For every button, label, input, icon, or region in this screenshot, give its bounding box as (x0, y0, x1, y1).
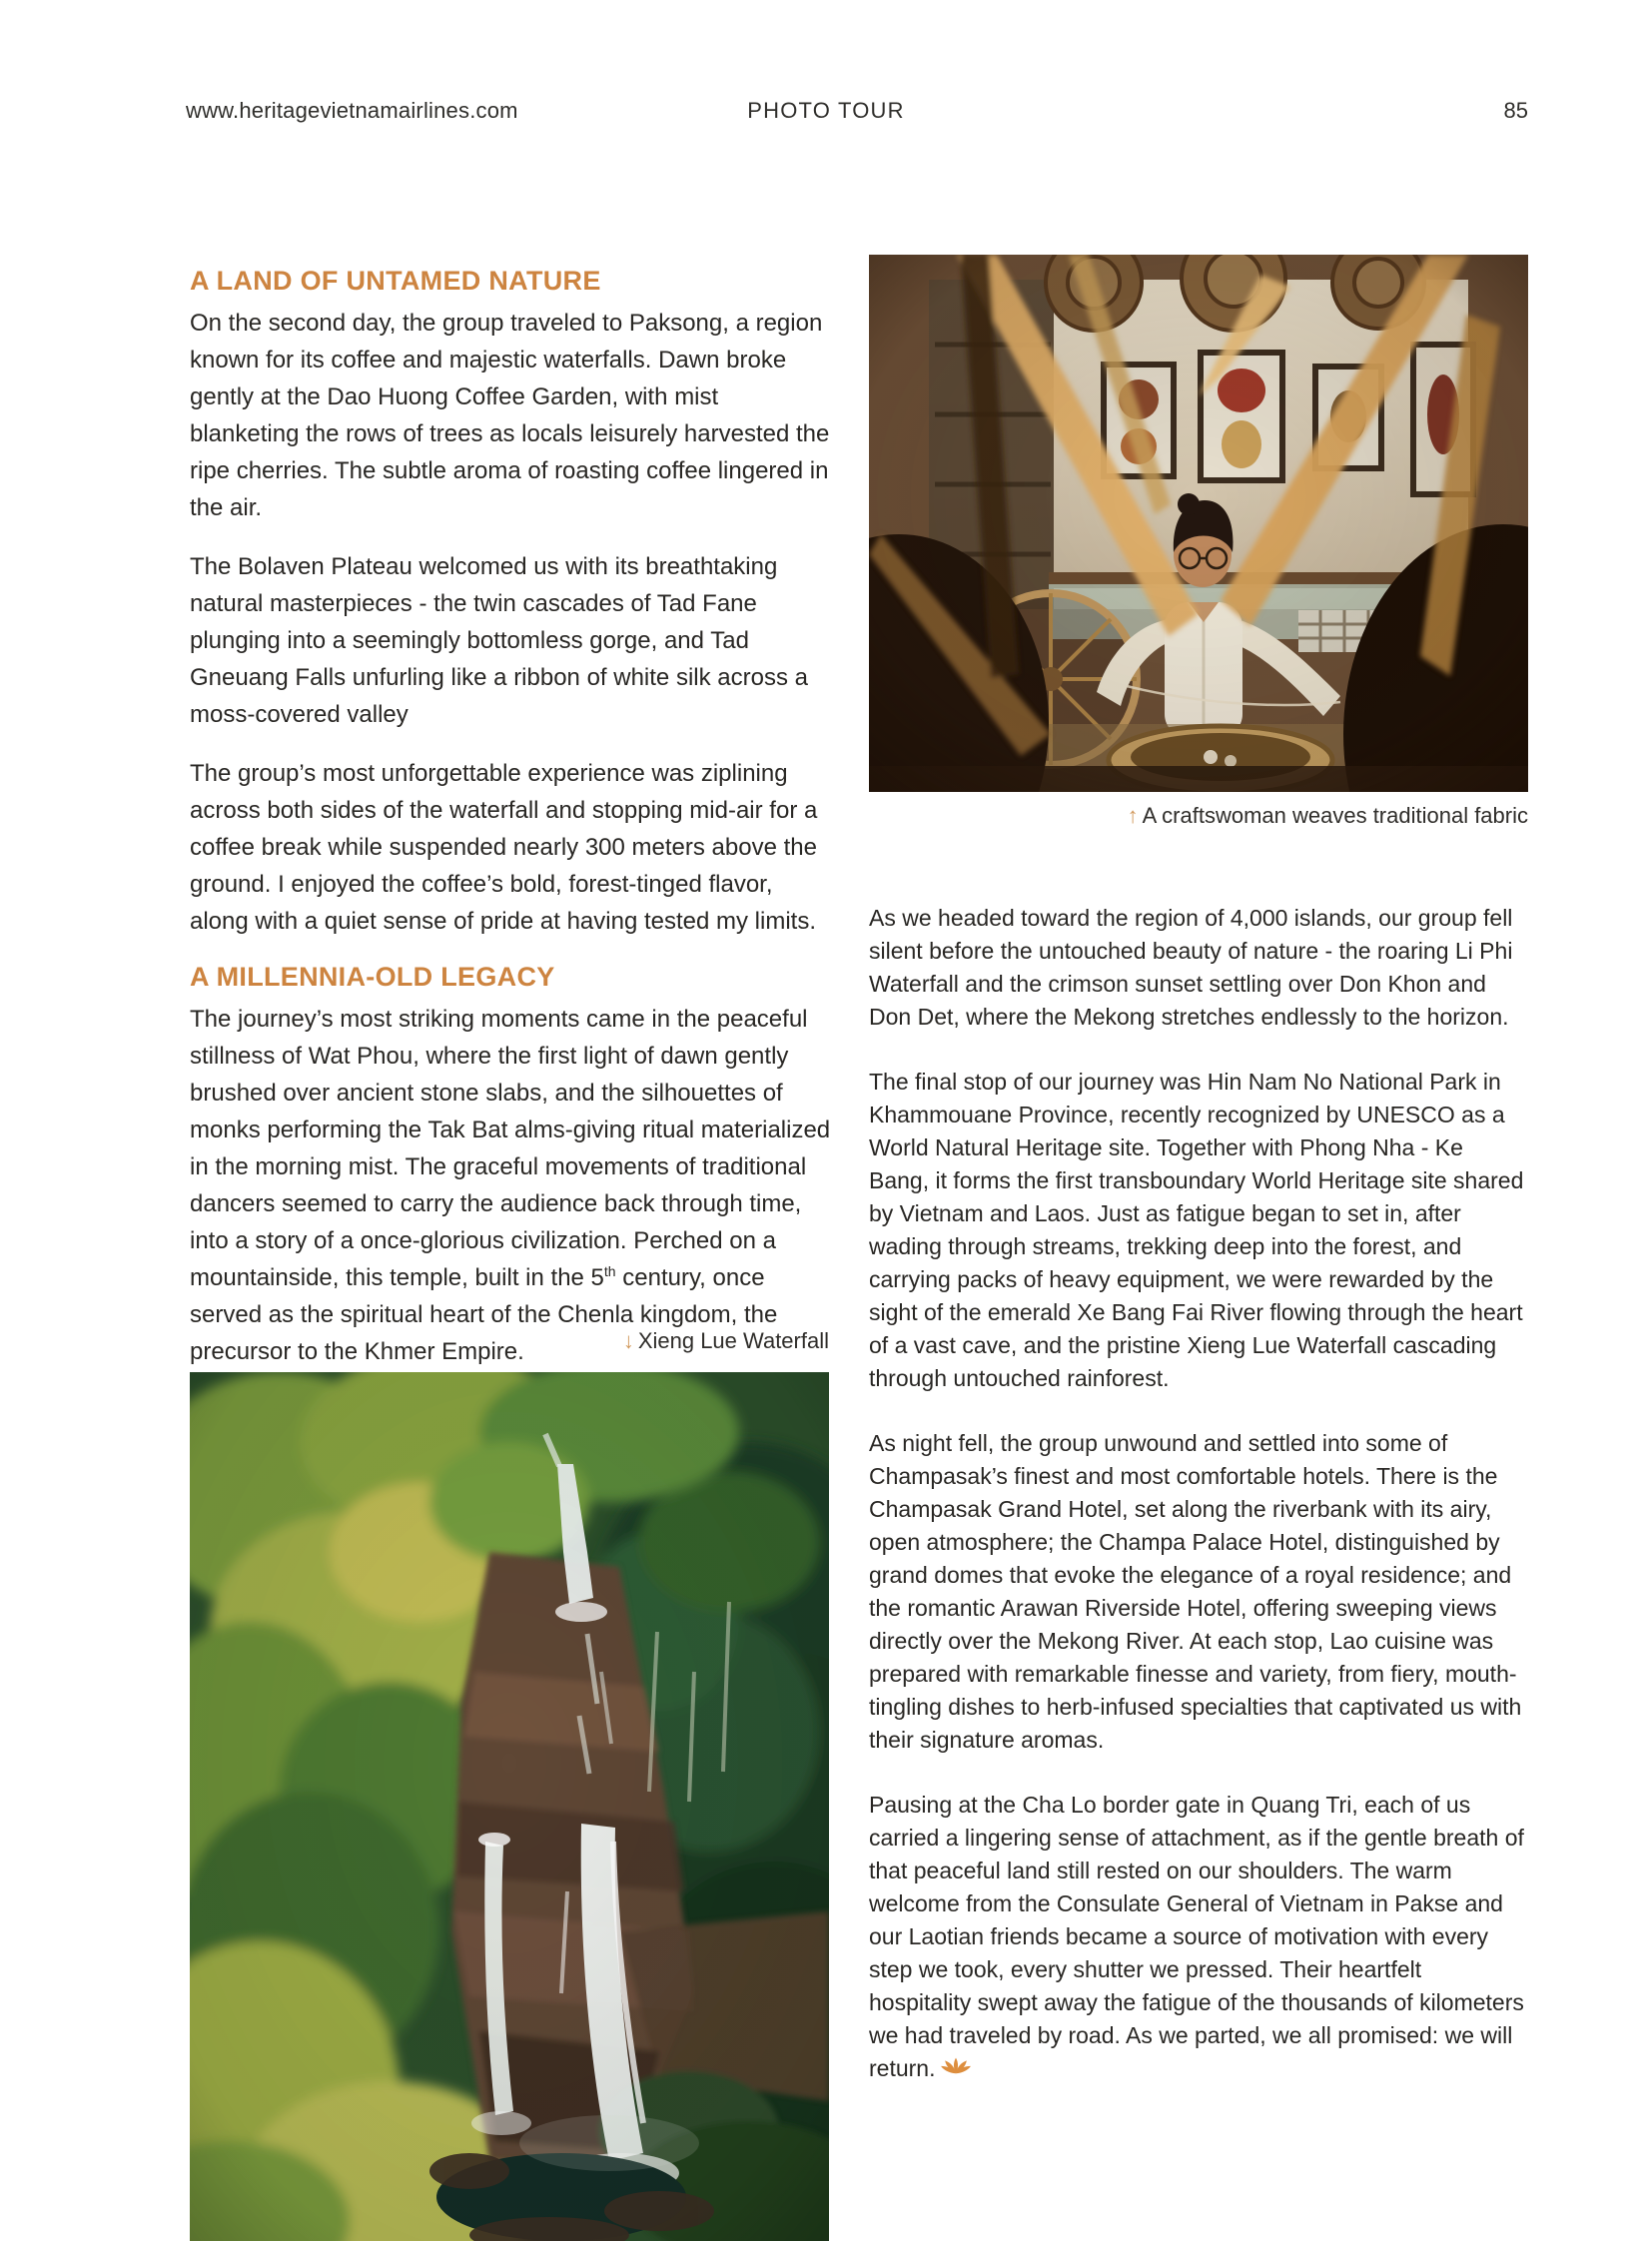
body-paragraph: The group’s most unforgettable experience was ziplining across both sides of the waterfall and stopping mid-air for a coffee break while suspended nearly 300 meters above the ground. I enjoyed the coffee’s bold, forest-tinged flavor, along with a quiet sense of pride at having tested my limits. (190, 760, 818, 935)
left-column (190, 266, 834, 1392)
header-section-title: PHOTO TOUR (747, 98, 905, 123)
lotus-icon (941, 2052, 971, 2085)
body-paragraph: As night fell, the group unwound and settled into some of Champasak’s finest and most comfortable hotels. There is the Champasak Grand Hotel, set along the riverbank with its airy, open atmosphere; the Champa Palace Hotel, distinguished by grand domes that evoke the elegance of a royal residence; and the romantic Arawan Riverside Hotel, offering sweeping views directly over the Mekong River. At each stop, Lao cuisine was prepared with remarkable finesse and variety, from fiery, mouth-tingling dishes to herb-infused specialties that captivated us with their signature aromas. (869, 1430, 1522, 1753)
paragraph-text: century, once served as the spiritual heart of the Chenla kingdom, the precursor to the Khmer Empire. (190, 1264, 778, 1365)
right-column (869, 902, 1528, 2117)
caption-label: A craftswoman weaves traditional fabric (1142, 803, 1528, 828)
body-paragraph: The Bolaven Plateau welcomed us with its breathtaking natural masterpieces - the twin cascades of Tad Fane plunging into a seemingly bottomless gorge, and Tad Gneuang Falls unfurling like a ribbon of white silk across a moss-covered valley (190, 553, 808, 728)
paragraph-text: The journey’s most striking moments came in the peaceful stillness of Wat Phou, where the first light of dawn gently brushed over ancient stone slabs, and the silhouettes of monks performing the Tak Bat alms-giving ritual materialized in the morning mist. The graceful movements of traditional dancers seemed to carry the audience back through time, into a story of a once-glorious civilization. Perched on a mountainside, this temple, built in the 5 (190, 1006, 831, 1291)
photo-caption (869, 803, 1528, 829)
caption-label: Xieng Lue Waterfall (637, 1328, 829, 1353)
section-heading-millennia-legacy: A MILLENNIA-OLD LEGACY (190, 962, 555, 992)
section-heading-untamed-nature: A LAND OF UNTAMED NATURE (190, 266, 601, 296)
paragraph-text: Pausing at the Cha Lo border gate in Quang Tri, each of us carried a lingering sense of attachment, as if the gentle breath of that peaceful land still rested on our shoulders. The warm welcome from the Consulate General of Vietnam in Pakse and our Laotian friends became a source of motivation with every step we took, every shutter we pressed. Their heartfelt hospitality swept away the fatigue of the thousands of kilometers we had traveled by road. As we parted, we all promised: we will return. (869, 1792, 1524, 2081)
header-page-number: 85 (1503, 98, 1528, 123)
body-paragraph: On the second day, the group traveled to Paksong, a region known for its coffee and majestic waterfalls. Dawn broke gently at the Dao Huong Coffee Garden, with mist blanketing the rows of trees as locals leisurely harvested the ripe cherries. The subtle aroma of roasting coffee lingered in the air. (190, 310, 830, 521)
down-arrow-icon: ↓ (622, 1328, 634, 1353)
craftswoman-photo (869, 255, 1528, 792)
body-paragraph: As we headed toward the region of 4,000 islands, our group fell silent before the untouched beauty of nature - the roaring Li Phi Waterfall and the crimson sunset settling over Don Khon and Don Det, where the Mekong stretches endlessly to the horizon. (869, 905, 1513, 1030)
body-paragraph: The final stop of our journey was Hin Nam No National Park in Khammouane Province, recently recognized by UNESCO as a World Natural Heritage site. Together with Phong Nha - Ke Bang, it forms the first transboundary World Heritage site shared by Vietnam and Laos. Just as fatigue began to set in, after wading through streams, trekking deep into the forest, and carrying packs of heavy equipment, we were rewarded by the sight of the emerald Xe Bang Fai River flowing through the heart of a vast cave, and the pristine Xieng Lue Waterfall cascading through untouched rainforest. (869, 1069, 1524, 1391)
waterfall-caption (190, 1328, 829, 1354)
ordinal-superscript: th (603, 1263, 616, 1279)
body-paragraph (190, 1001, 834, 1370)
header-url: www.heritagevietnamairlines.com (186, 98, 518, 123)
body-paragraph (869, 1789, 1528, 2085)
up-arrow-icon: ↑ (1127, 803, 1139, 828)
waterfall-photo (190, 1372, 829, 2241)
